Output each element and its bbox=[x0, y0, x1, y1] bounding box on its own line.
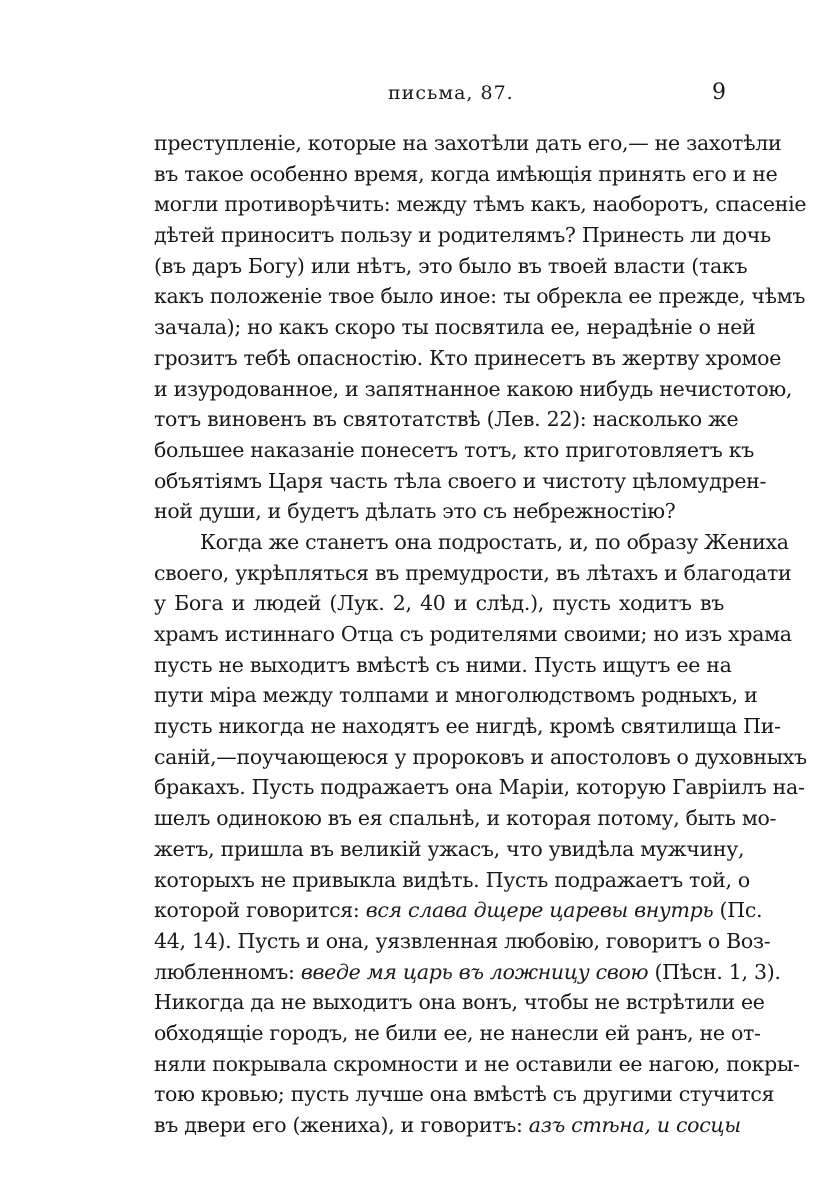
text-line: 44, 14). Пусть и она, уязвленная любовію, говоритъ о Воз- bbox=[154, 928, 771, 953]
scripture-quote: введе мя царь въ ложницу свою bbox=[300, 959, 649, 984]
text-line-with-quote bbox=[154, 957, 781, 988]
running-head bbox=[0, 82, 840, 112]
scripture-quote: вся слава дщере царевы внутрь bbox=[365, 898, 714, 923]
text-line: обходящіе городъ, не били ее, не нанесли ей ранъ, не от- bbox=[154, 1020, 761, 1045]
text-line: няли покрывала скромности и не оставили ее нагою, покры- bbox=[154, 1051, 800, 1076]
text-line: бракахъ. Пусть подражаетъ она Маріи, которую Гавріилъ на- bbox=[154, 775, 805, 800]
text-line: саній,—поучающеюся у пророковъ и апостоловъ о духовныхъ bbox=[154, 744, 807, 769]
line-prefix: въ двери его (жениха), и говоритъ: bbox=[154, 1113, 529, 1137]
text-line: пусть никогда не находятъ ее нигдѣ, кромѣ святилища Пи- bbox=[154, 714, 781, 739]
text-line: дѣтей приноситъ пользу и родителямъ? Принесть ли дочь bbox=[154, 223, 771, 248]
text-line: объятіямъ Царя часть тѣла своего и чистоту цѣломудрен- bbox=[154, 468, 767, 493]
text-line: зачала); но какъ скоро ты посвятила ее, нерадѣніе о ней bbox=[154, 315, 756, 340]
line-prefix: которой говорится: bbox=[154, 898, 366, 923]
text-line: какъ положеніе твое было иное: ты обрекла ее прежде, чѣмъ bbox=[154, 284, 806, 309]
text-line: преступленіе, которые на захотѣли дать его,— не захотѣли bbox=[154, 131, 782, 155]
text-line: своего, укрѣпляться въ премудрости, въ лѣтахъ и благодати bbox=[154, 560, 792, 585]
text-line: шелъ одинокою въ ея спальнѣ, и которая потому, быть мо- bbox=[154, 806, 777, 831]
text-line: тою кровью; пусть лучше она вмѣстѣ съ другими стучится bbox=[154, 1082, 775, 1107]
text-line: (въ даръ Богу) или нѣтъ, это было въ твоей власти (такъ bbox=[154, 253, 748, 278]
text-line: тотъ виновенъ въ святотатствѣ (Лев. 22): насколько же bbox=[154, 407, 739, 432]
running-title: письма, 87. bbox=[388, 82, 514, 104]
text-line-with-quote bbox=[154, 895, 763, 926]
text-line: пути міра между толпами и многолюдствомъ родныхъ, и bbox=[154, 683, 758, 708]
page-number: 9 bbox=[712, 80, 726, 105]
text-line: Никогда да не выходитъ она вонъ, чтобы не встрѣтили ее bbox=[154, 990, 765, 1015]
text-line-with-quote bbox=[154, 1110, 741, 1141]
body-text bbox=[154, 128, 807, 1141]
text-line: которыхъ не привыкла видѣть. Пусть подражаетъ той, о bbox=[154, 867, 750, 892]
text-line: жетъ, пришла въ великій ужасъ, что увидѣла мужчину, bbox=[154, 836, 745, 861]
text-line: въ такое особенно время, когда имѣющія принять его и не bbox=[154, 161, 778, 186]
paragraph-start-line: Когда же станетъ она подростать, и, по образу Жениха bbox=[200, 529, 789, 554]
line-suffix: (Пс. bbox=[713, 898, 763, 923]
text-line: и изуродованное, и запятнанное какою нибудь нечистотою, bbox=[154, 376, 793, 401]
line-prefix: любленномъ: bbox=[154, 959, 301, 984]
text-line: могли противорѣчить: между тѣмъ какъ, наоборотъ, спасеніе bbox=[154, 192, 807, 217]
text-line: пусть не выходитъ вмѣстѣ съ ними. Пусть ищутъ ее на bbox=[154, 652, 732, 677]
text-line: большее наказаніе понесетъ тотъ, кто приготовляетъ къ bbox=[154, 437, 755, 462]
text-line: грозитъ тебѣ опасностію. Кто принесетъ въ жертву хромое bbox=[154, 345, 782, 370]
line-suffix: (Пѣсн. 1, 3). bbox=[648, 959, 781, 984]
text-line: храмъ истиннаго Отца съ родителями своими; но изъ храма bbox=[154, 622, 792, 646]
scripture-quote: азъ стѣна, и сосцы bbox=[528, 1113, 741, 1137]
text-line: у Бога и людей (Лук. 2, 40 и слѣд.), пусть ходитъ въ bbox=[154, 591, 724, 616]
text-line: ной души, и будетъ дѣлать это съ небрежностію? bbox=[154, 499, 676, 524]
